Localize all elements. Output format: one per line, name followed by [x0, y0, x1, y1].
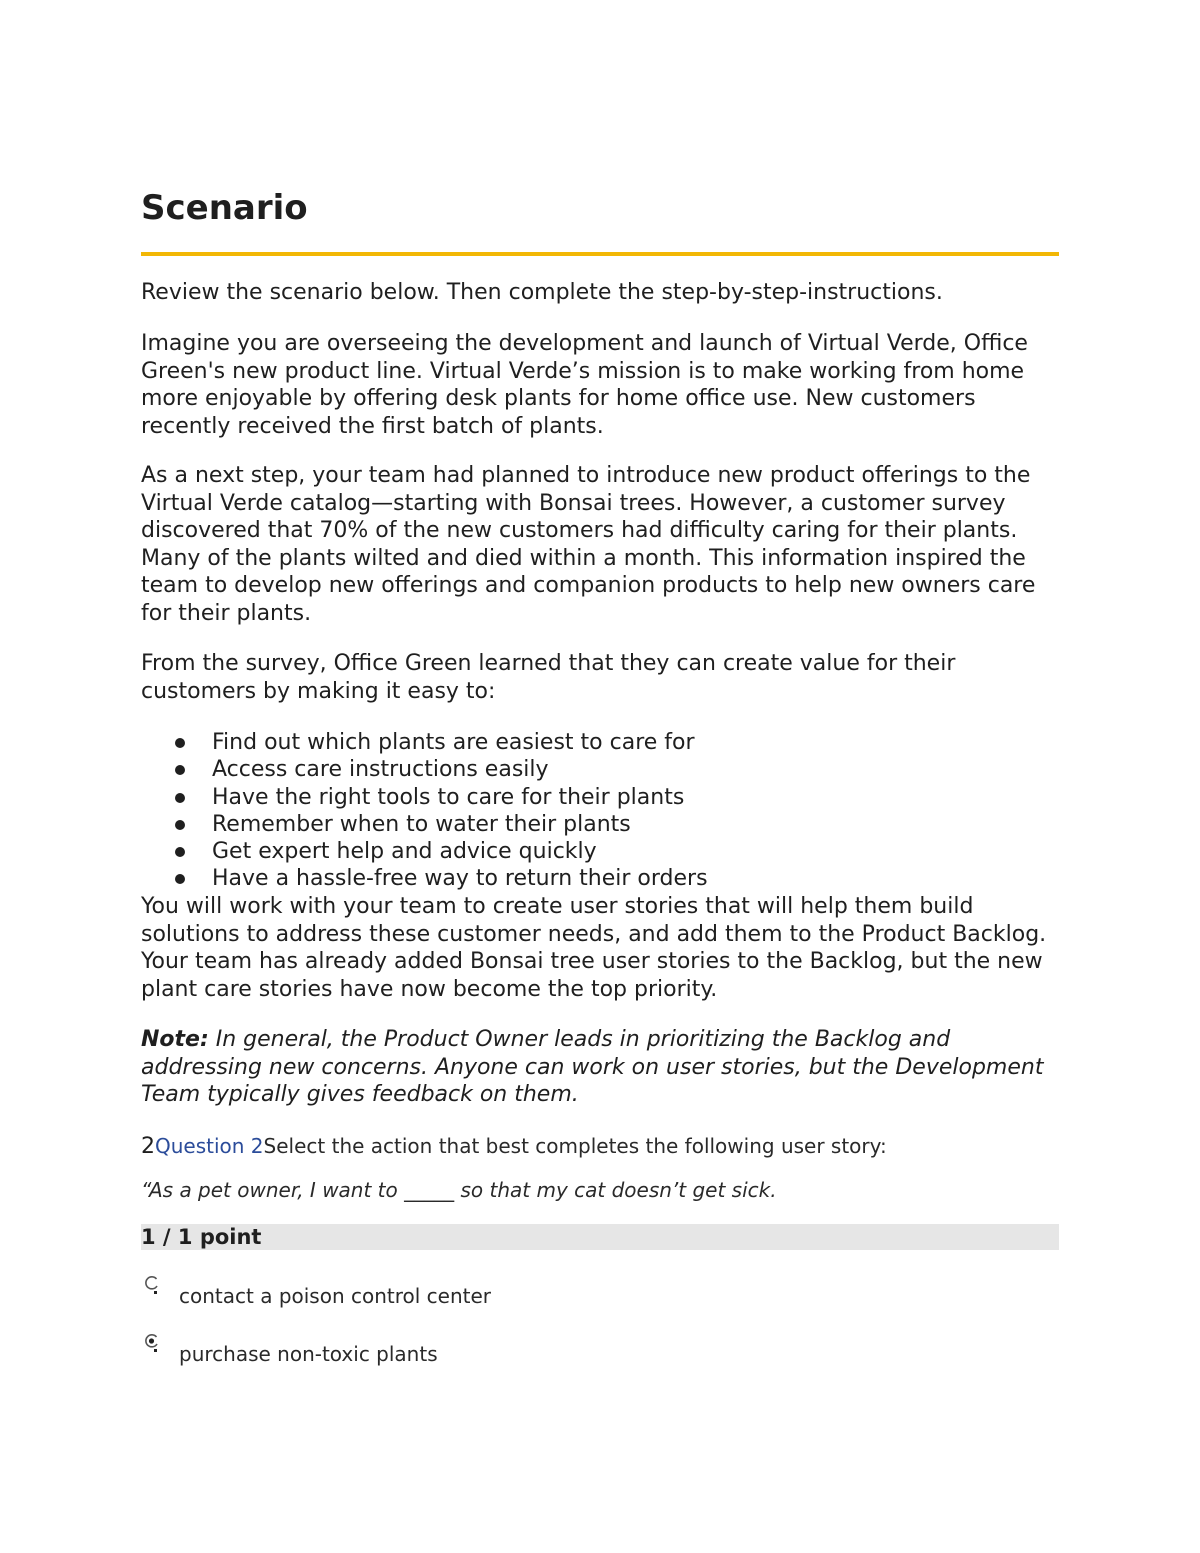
- list-item: [141, 865, 1061, 892]
- bullet-icon: [175, 820, 185, 830]
- list-item-text: Remember when to water their plants: [212, 811, 631, 837]
- list-item: [141, 811, 1061, 838]
- list-item: [141, 838, 1061, 865]
- intro-paragraph: Review the scenario below. Then complete the step-by-step-instructions.: [141, 280, 943, 305]
- points-label: 1 / 1 point: [141, 1225, 262, 1249]
- list-item-text: Have a hassle-free way to return their orders: [212, 866, 708, 892]
- option-label: contact a poison control center: [179, 1284, 492, 1308]
- note-text: In general, the Product Owner leads in prioritizing the Backlog and addressing new concerns. Anyone can work on user stories, but the Development Team typically gives feedback on them.: [141, 1027, 1044, 1107]
- answer-option-non-toxic-plants[interactable]: [141, 1330, 841, 1370]
- bullet-icon: [175, 765, 185, 775]
- bullet-icon: [175, 874, 185, 884]
- list-item: [141, 784, 1061, 811]
- answer-option-poison-control[interactable]: [141, 1272, 841, 1312]
- option-label: purchase non-toxic plants: [179, 1342, 438, 1366]
- note-label: Note:: [141, 1027, 209, 1052]
- list-item-text: Have the right tools to care for their plants: [212, 784, 685, 810]
- scenario-paragraph-2: As a next step, your team had planned to introduce new product offerings to the Virtual Verde catalog—starting with Bonsai trees. However, a customer survey discovered that 70% of the new customers had difficulty caring for their plants. Many of the plants wilted and died within a month. This information inspired the team to develop new offerings and companion products to help new owners care for their plants.: [141, 463, 1036, 626]
- list-item: [141, 756, 1061, 783]
- list-item-text: Access care instructions easily: [212, 757, 549, 783]
- customer-needs-list: [141, 729, 1061, 893]
- question-header: [141, 1132, 1061, 1161]
- bullet-icon: [175, 847, 185, 857]
- bullet-icon: [175, 738, 185, 748]
- list-item-text: Find out which plants are easiest to care for: [212, 730, 695, 755]
- radio-selected-icon[interactable]: [144, 1332, 160, 1354]
- radio-unselected-icon[interactable]: [144, 1274, 160, 1296]
- question-number: 2: [141, 1134, 155, 1159]
- bullet-icon: [175, 793, 185, 803]
- question-prompt: Select the action that best completes the following user story:: [263, 1134, 887, 1158]
- note-paragraph: [141, 1026, 1061, 1109]
- scenario-paragraph-3: From the survey, Office Green learned that they can create value for their customers by making it easy to:: [141, 651, 956, 704]
- points-bar: [141, 1224, 1059, 1250]
- list-item-text: Get expert help and advice quickly: [212, 839, 597, 865]
- title-underline: [141, 252, 1059, 256]
- list-item: [141, 729, 1061, 756]
- scenario-paragraph-4: You will work with your team to create user stories that will help them build solutions to address these customer needs, and add them to the Product Backlog. Your team has already added Bonsai tree user stories to the Backlog, but the new plant care stories have now become the top priority.: [141, 894, 1047, 1002]
- page-title: Scenario: [141, 188, 308, 228]
- question-link[interactable]: Question 2: [155, 1134, 264, 1158]
- scenario-paragraph-1: Imagine you are overseeing the development and launch of Virtual Verde, Office Green's new product line. Virtual Verde’s mission is to make working from home more enjoyable by offering desk plants for home office use. New customers recently received the first batch of plants.: [141, 331, 1028, 439]
- user-story-text: “As a pet owner, I want to _____ so that my cat doesn’t get sick.: [141, 1178, 777, 1202]
